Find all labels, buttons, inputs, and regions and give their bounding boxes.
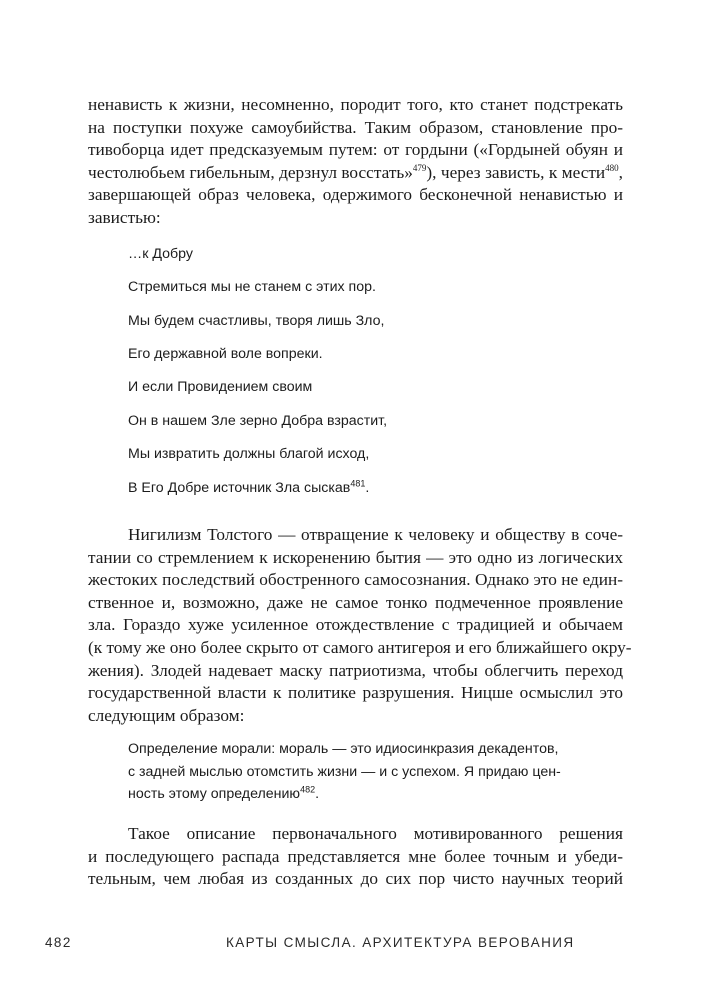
quote-text: ность этому определению bbox=[128, 786, 301, 803]
paragraph-line: на поступки похуже самоубийства. Таким образом, становление про- bbox=[88, 117, 623, 137]
nietzsche-quote bbox=[128, 738, 561, 806]
verse-line: И если Провидением своим bbox=[128, 379, 313, 395]
footnote-marker: 482 bbox=[300, 784, 316, 795]
page-number: 482 bbox=[45, 935, 72, 950]
paragraph-text: честолюбьем гибельным, дерзнул восстать» bbox=[88, 162, 413, 182]
quote-line bbox=[128, 783, 558, 806]
quote-line: Определение морали: мораль — это идиосинкразия декадентов, bbox=[128, 741, 559, 757]
verse-line: Он в нашем Зле зерно Добра взрастит, bbox=[128, 413, 388, 429]
verse-text: В Его Добре источник Зла сыскав bbox=[128, 480, 351, 496]
paragraph-line: Такое описание первоначального мотивированного решения bbox=[128, 824, 623, 843]
paragraph-line: следующим образом: bbox=[88, 705, 245, 725]
footnote-marker: 480 bbox=[605, 163, 619, 174]
paragraph-text: , bbox=[618, 162, 623, 182]
paragraph-line: ственное и, возможно, даже не самое тонко подмеченное проявление bbox=[88, 592, 623, 612]
verse-line bbox=[128, 480, 369, 496]
paragraph-line: зла. Гораздо хуже усиленное отождествление с традицией и обычаем bbox=[88, 615, 623, 635]
paragraph-line: и последующего распада представляется мне более точным и убеди- bbox=[88, 846, 623, 866]
quote-line: с задней мыслью отомстить жизни — и с успехом. Я придаю цен- bbox=[128, 763, 561, 780]
footnote-marker: 479 bbox=[412, 163, 427, 174]
verse-punct: . bbox=[365, 480, 370, 496]
verse-line: Его державной воле вопреки. bbox=[128, 346, 323, 362]
paragraph-line: жения). Злодей надевает маску патриотизма, чтобы облегчить переход bbox=[88, 660, 623, 680]
paragraph-line: (к тому же оно более скрыто от самого антигероя и его ближайшего окру- bbox=[88, 637, 632, 657]
paragraph-line: тивоборца идет предсказуемым путем: от гордыни («Гордыней обуян и bbox=[88, 140, 623, 160]
running-title: КАРТЫ СМЫСЛА. АРХИТЕКТУРА ВЕРОВАНИЯ bbox=[226, 935, 575, 950]
paragraph-line: государственной власти к политике разрушения. Ницше осмыслил это bbox=[88, 683, 623, 703]
paragraph-1 bbox=[88, 94, 623, 230]
paragraph-3 bbox=[88, 823, 623, 891]
verse-line: Мы будем счастливы, творя лишь Зло, bbox=[128, 313, 385, 329]
verse-line: …к Добру bbox=[128, 246, 193, 262]
paragraph-line: жестоких последствий обостренного самосознания. Однако это не един- bbox=[88, 570, 623, 590]
paragraph-line: тании со стремлением к искоренению бытия — это одно из логических bbox=[88, 547, 623, 567]
paragraph-2 bbox=[88, 524, 632, 727]
footnote-marker: 481 bbox=[350, 478, 366, 489]
paragraph-line: завистью: bbox=[88, 207, 161, 227]
paragraph-line: ненависть к жизни, несомненно, породит того, кто станет подстрекать bbox=[88, 95, 623, 114]
paragraph-line: завершающей образ человека, одержимого бесконечной ненавистью и bbox=[88, 185, 623, 205]
paragraph-text: ), через зависть, к мести bbox=[426, 162, 606, 182]
paragraph-line bbox=[88, 162, 623, 185]
verse-line: Стремиться мы не станем с этих пор. bbox=[128, 279, 376, 295]
quote-punct: . bbox=[315, 786, 320, 803]
paragraph-line: Нигилизм Толстого — отвращение к человеку и обществу в соче- bbox=[128, 525, 623, 544]
paragraph-line: тельным, чем любая из созданных до сих пор чисто научных теорий bbox=[88, 869, 623, 889]
verse-line: Мы извратить должны благой исход, bbox=[128, 446, 370, 462]
